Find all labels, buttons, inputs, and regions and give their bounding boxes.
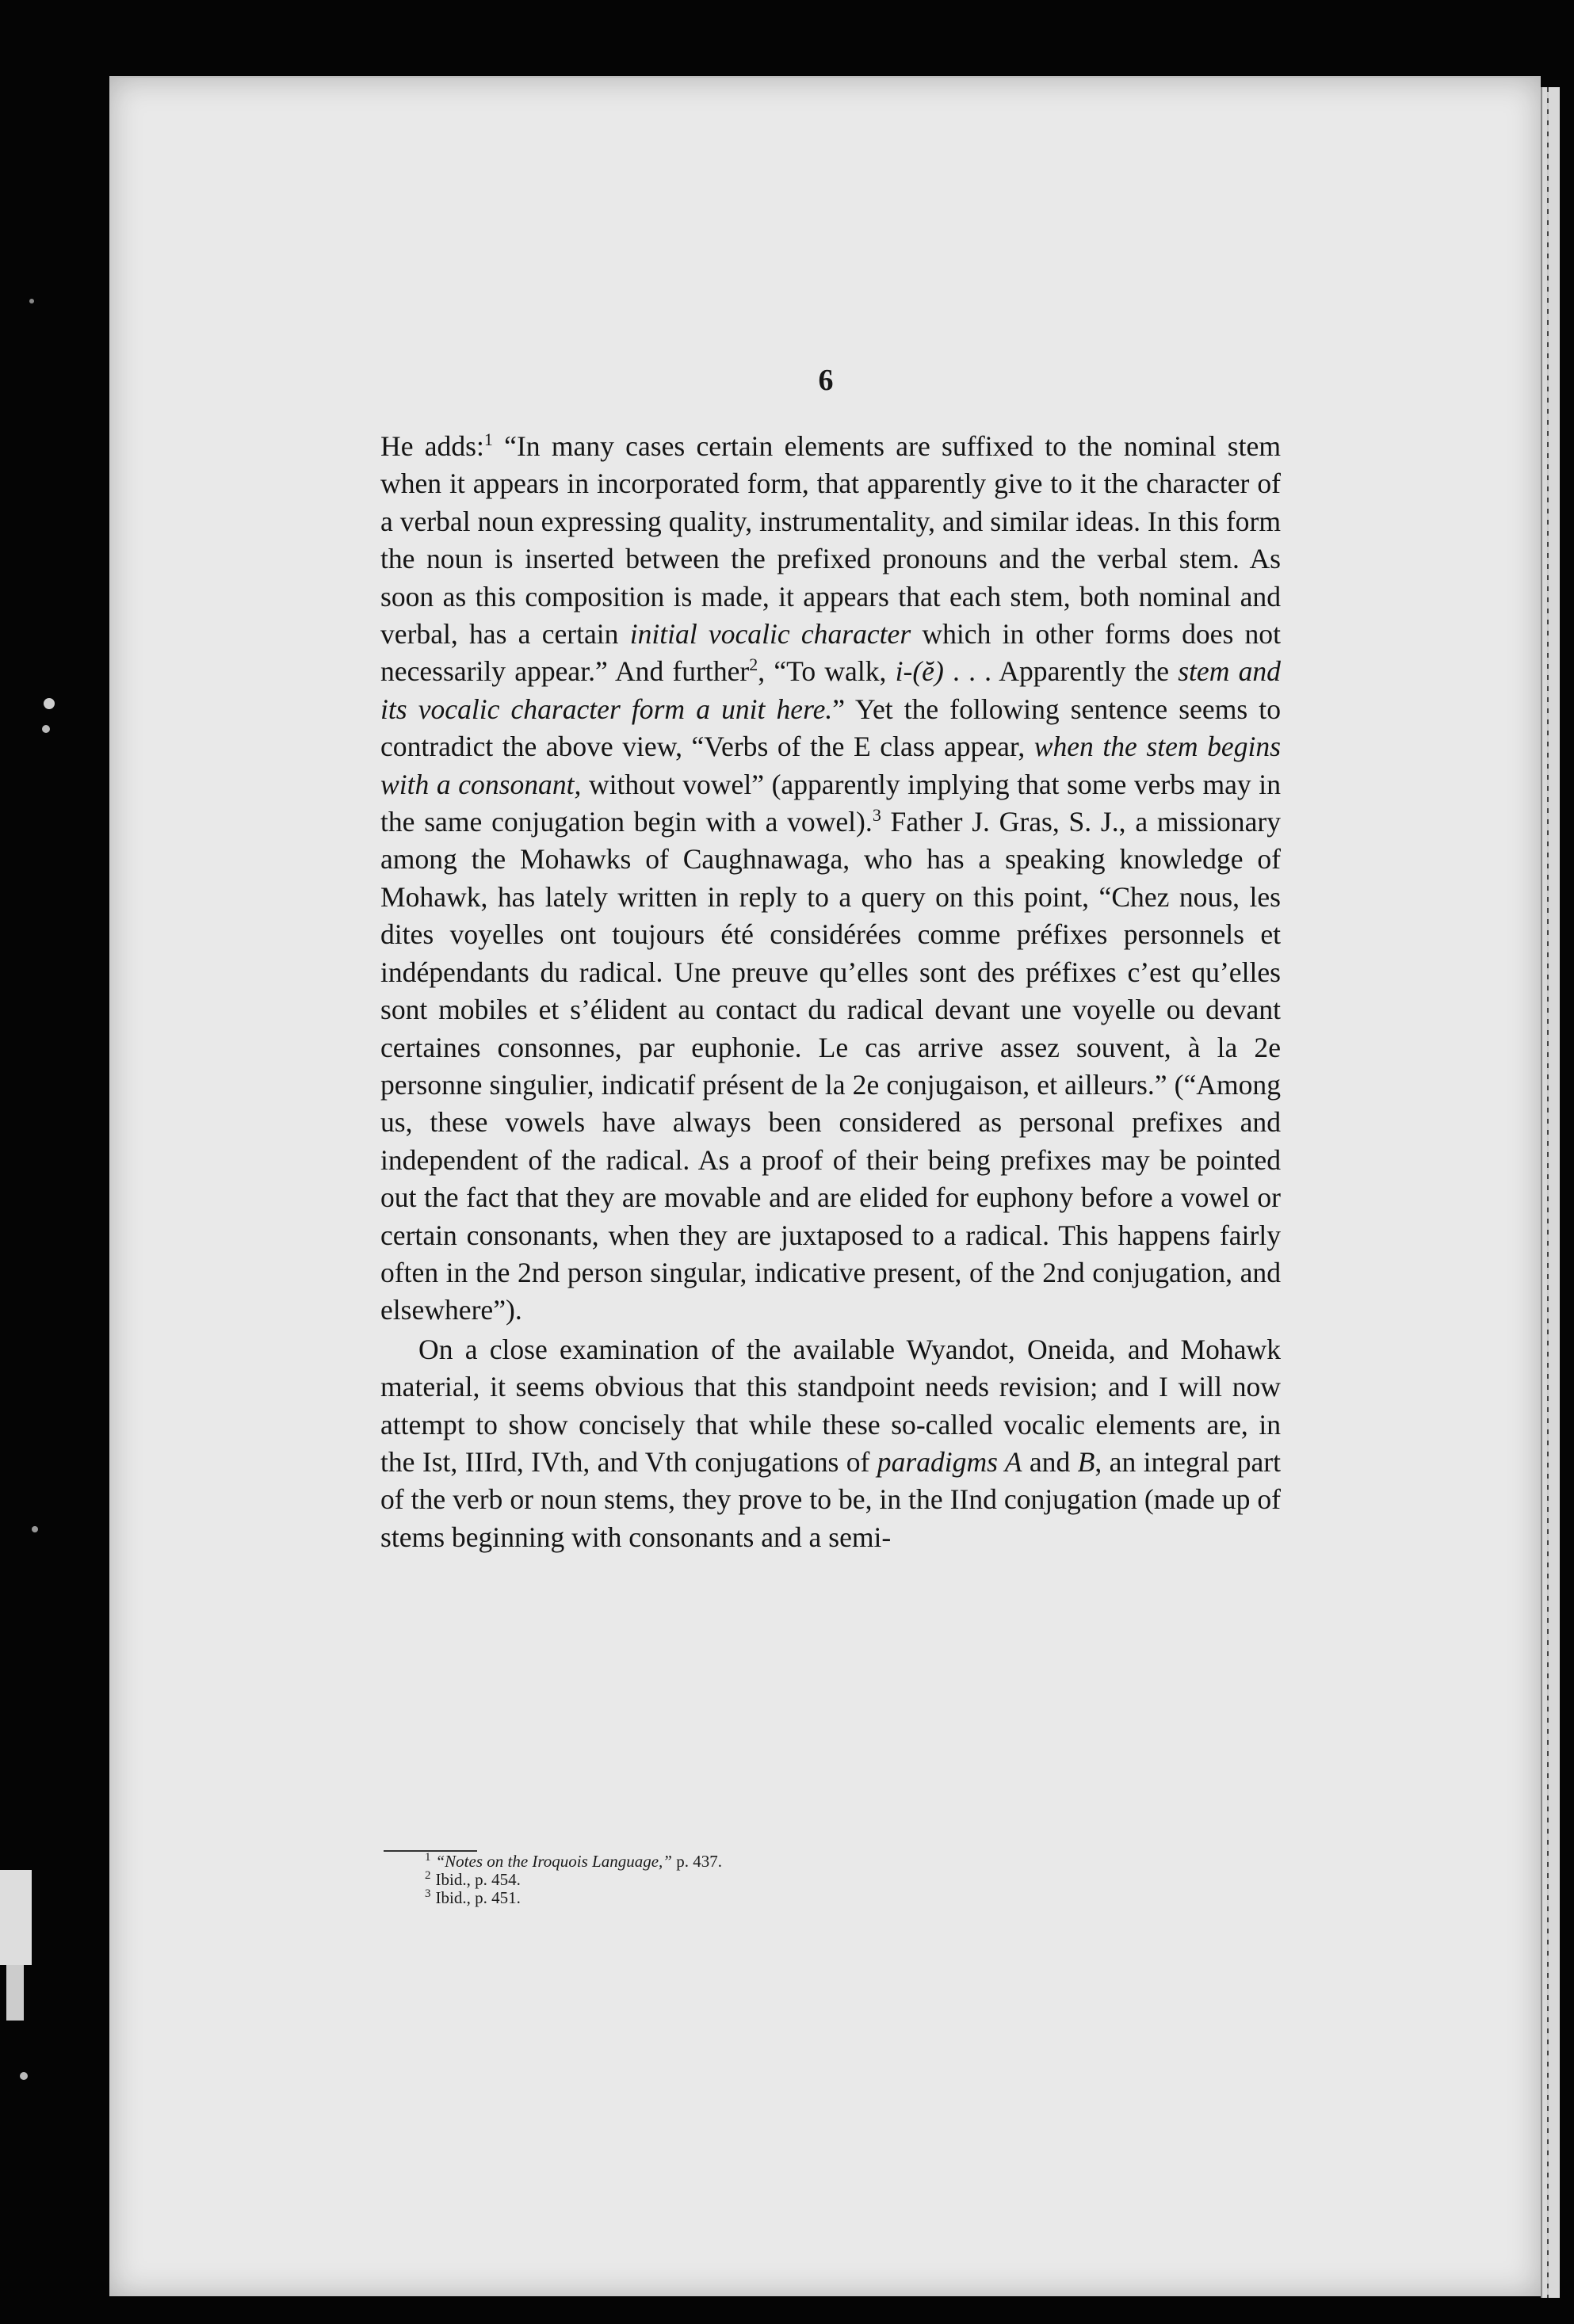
- italic-text: when the stem begins with a consonant,: [380, 731, 1281, 800]
- text-run: Father J. Gras, S. J., a missionary among the Mohawks of Caughnawaga, who has a speaking knowledge of Mohawk, has lately written in reply to a query on this point, “Chez nous, les dites voyelles ont toujours été considérées comme préfixes personnels et indépendants du radical. Une preuve qu’elles sont des préfixes c’est qu’elles sont mobiles et s’élident au contact du radical devant une voyelle ou devant certaines consonnes, par euphonie. Le cas arrive assez souvent, à la 2e personne singulier, indicatif présent de la 2e conjugaison, et ailleurs.” (“Among us, these vowels have always been considered as personal prefixes and independent of the radical. As a proof of their being prefixes may be pointed out the fact that they are movable and are elided for euphony before a vowel or certain consonants, when they are juxtaposed to a radical. This happens fairly often in the 2nd person singular, indicative present, of the 2nd conjugation, and elsewhere”).: [380, 806, 1281, 1326]
- page-binding-edge: [1541, 87, 1560, 2298]
- footnote-reference: 2: [749, 654, 758, 675]
- text-run: , “To walk,: [758, 655, 896, 688]
- text-run: without vowel” (apparently implying that some verbs may in the same conjugation begin with a vowel).: [380, 768, 1281, 838]
- paragraph: [380, 1331, 1281, 1556]
- text-run: and: [1022, 1445, 1078, 1478]
- footnote-text: Ibid., p. 451.: [435, 1888, 521, 1907]
- footnote-reference: 3: [872, 805, 881, 826]
- footnote-title: “Notes on the Iroquois Language,”: [435, 1852, 672, 1871]
- footnote-text: Ibid., p. 454.: [435, 1870, 521, 1889]
- italic-text: stem and its vocalic character form a unit here.: [380, 655, 1281, 725]
- footnote-text: p. 437.: [672, 1852, 722, 1871]
- footnote-mark: 1: [425, 1851, 431, 1864]
- text-run: He adds:: [380, 430, 484, 462]
- footnote-mark: 2: [425, 1869, 431, 1882]
- footnotes: [425, 1853, 980, 1907]
- footnote-reference: 1: [483, 429, 493, 450]
- italic-text: initial vocalic character: [629, 618, 911, 651]
- text-run: ” Yet the following sentence seems to contradict the above view, “Verbs of the E class appear,: [380, 693, 1281, 763]
- text-run: , an integral part of the verb or noun stems, they prove to be, in the IInd conjugation (made up of stems beginning with consonants and a semi-: [380, 1445, 1281, 1553]
- paragraph: [380, 428, 1281, 1330]
- italic-text: i-(ĕ): [895, 655, 944, 688]
- text-run: “In many cases certain elements are suffixed to the nominal stem when it appears in incorporated form, that apparently give to it the character of a verbal noun expressing quality, instrumentality, and similar ideas. In this form the noun is inserted between the prefixed pronouns and the verbal stem. As soon as this composition is made, it appears that each stem, both nominal and verbal, has a certain: [380, 430, 1282, 651]
- footnote: [425, 1871, 980, 1889]
- text-run: which in other forms does not necessarily appear.” And further: [380, 618, 1281, 688]
- body-text: [380, 428, 1281, 1556]
- footnote: [425, 1889, 980, 1907]
- italic-text: B: [1077, 1445, 1095, 1478]
- footnote: [425, 1853, 980, 1871]
- footnote-mark: 3: [425, 1887, 431, 1900]
- text-run: On a close examination of the available Wyandot, Oneida, and Mohawk material, it seems obvious that this standpoint needs revision; and I will now attempt to show concisely that while these so-called vocalic elements are, in the Ist, IIIrd, IVth, and Vth conjugations of: [380, 1333, 1281, 1478]
- text-run: . . . Apparently the: [943, 655, 1179, 688]
- page-number: 6: [818, 364, 834, 397]
- italic-text: paradigms A: [877, 1445, 1022, 1478]
